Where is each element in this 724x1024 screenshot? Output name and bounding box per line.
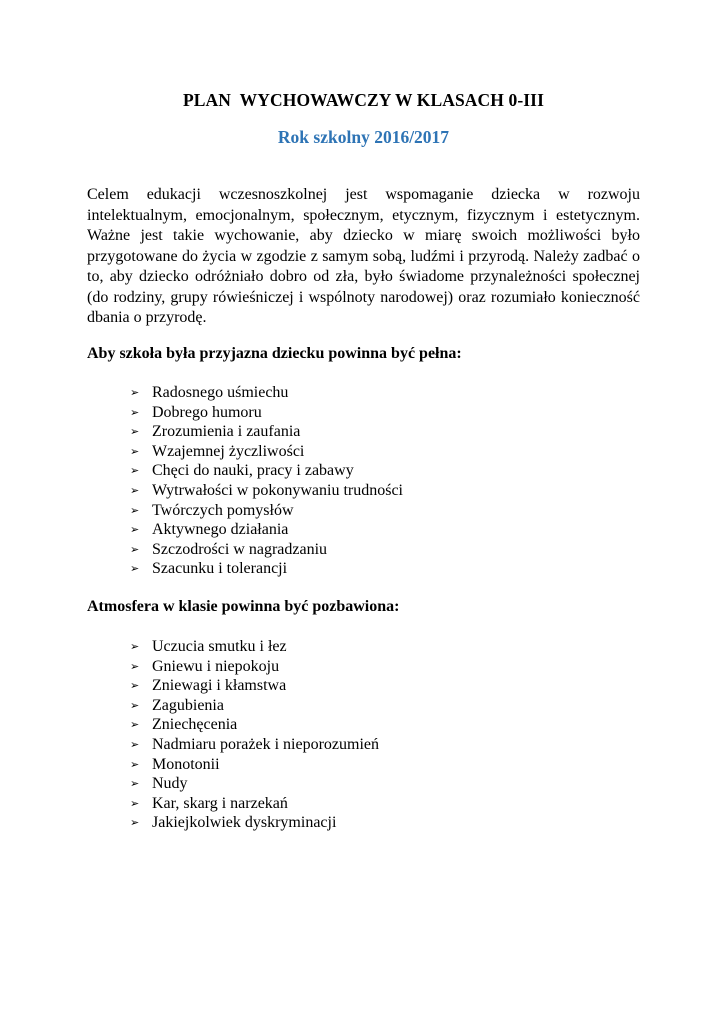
list-item	[130, 481, 403, 501]
list-item-text: Nudy	[152, 775, 188, 793]
arrowhead-bullet-icon: ➢	[130, 796, 140, 810]
list-item	[130, 501, 403, 521]
list-item	[130, 540, 403, 560]
list-item-text: Wzajemnej życzliwości	[152, 442, 305, 460]
arrowhead-bullet-icon: ➢	[130, 523, 140, 537]
arrowhead-bullet-icon: ➢	[130, 405, 140, 419]
list-item-text: Chęci do nauki, pracy i zabawy	[152, 462, 354, 480]
arrowhead-bullet-icon: ➢	[130, 386, 140, 399]
arrowhead-bullet-icon: ➢	[130, 777, 140, 791]
list-item	[130, 637, 379, 657]
arrowhead-bullet-icon: ➢	[130, 503, 140, 517]
list-item-text: Monotonii	[152, 755, 220, 773]
list-item	[130, 422, 403, 442]
list-item	[130, 559, 403, 579]
list-item-text: Szacunku i tolerancji	[152, 560, 288, 578]
arrowhead-bullet-icon: ➢	[130, 698, 140, 712]
friendly-school-list	[130, 383, 403, 579]
school-year-subtitle: Rok szkolny 2016/2017	[277, 127, 450, 147]
intro-paragraph: Celem edukacji wczesnoszkolnej jest wspomaganie dziecka w rozwoju intelektualnym, emocjonalnym, społecznym, etycznym, fizycznym i estetycznym. Ważne jest takie wychowanie, aby dziecko w miarę swoich możliwości było przygotowane do życia w zgodzie z samym sobą, ludźmi i przyrodą. Należy zadbać o to, aby dziecko odróżniało dobro od zła, było świadome przynależności społecznej (do rodziny, grupy rówieśniczej i wspólnoty narodowej) oraz rozumiało konieczność dbania o przyrodę.	[87, 186, 640, 326]
list-item	[130, 403, 403, 423]
arrowhead-bullet-icon: ➢	[130, 737, 140, 751]
arrowhead-bullet-icon: ➢	[130, 542, 140, 556]
list-item	[130, 461, 403, 481]
class-atmosphere-list	[130, 637, 379, 833]
section-heading-class-atmosphere: Atmosfera w klasie powinna być pozbawiona:	[87, 598, 400, 615]
list-item-text: Dobrego humoru	[152, 403, 262, 421]
list-item	[130, 774, 379, 794]
arrowhead-bullet-icon: ➢	[130, 640, 140, 653]
list-item	[130, 520, 403, 540]
list-item-text: Radosnego uśmiechu	[152, 384, 289, 401]
section-heading-friendly-school: Aby szkoła była przyjazna dziecku powinna być pełna:	[87, 345, 462, 362]
list-item-text: Wytrwałości w pokonywaniu trudności	[152, 481, 403, 499]
arrowhead-bullet-icon: ➢	[130, 562, 140, 576]
list-item-text: Gniewu i niepokoju	[152, 657, 280, 675]
list-item-text: Zagubienia	[152, 696, 224, 714]
arrowhead-bullet-icon: ➢	[130, 718, 140, 732]
arrowhead-bullet-icon: ➢	[130, 425, 140, 439]
list-item	[130, 657, 379, 677]
list-item-text: Aktywnego działania	[152, 521, 289, 539]
list-item	[130, 813, 379, 833]
list-item-text: Nadmiaru porażek i nieporozumień	[152, 735, 380, 753]
arrowhead-bullet-icon: ➢	[130, 679, 140, 693]
arrowhead-bullet-icon: ➢	[130, 757, 140, 771]
list-item	[130, 383, 403, 403]
list-item	[130, 696, 379, 716]
arrowhead-bullet-icon: ➢	[130, 464, 140, 478]
list-item	[130, 442, 403, 462]
list-item-text: Uczucia smutku i łez	[152, 638, 287, 655]
arrowhead-bullet-icon: ➢	[130, 659, 140, 673]
list-item-text: Zniechęcenia	[152, 716, 238, 734]
list-item-text: Twórczych pomysłów	[152, 501, 294, 519]
list-item	[130, 794, 379, 814]
list-item	[130, 715, 379, 735]
list-item-text: Zrozumienia i zaufania	[152, 423, 301, 441]
list-item	[130, 676, 379, 696]
list-item-text: Szczodrości w nagradzaniu	[152, 540, 328, 558]
list-item-text: Jakiejkolwiek dyskryminacji	[152, 814, 337, 832]
list-item	[130, 755, 379, 775]
document-title: PLAN WYCHOWAWCZY W KLASACH 0-III	[183, 90, 544, 110]
arrowhead-bullet-icon: ➢	[130, 444, 140, 458]
arrowhead-bullet-icon: ➢	[130, 816, 140, 830]
list-item-text: Zniewagi i kłamstwa	[152, 677, 287, 695]
arrowhead-bullet-icon: ➢	[130, 483, 140, 497]
list-item-text: Kar, skarg i narzekań	[152, 794, 288, 812]
list-item	[130, 735, 379, 755]
